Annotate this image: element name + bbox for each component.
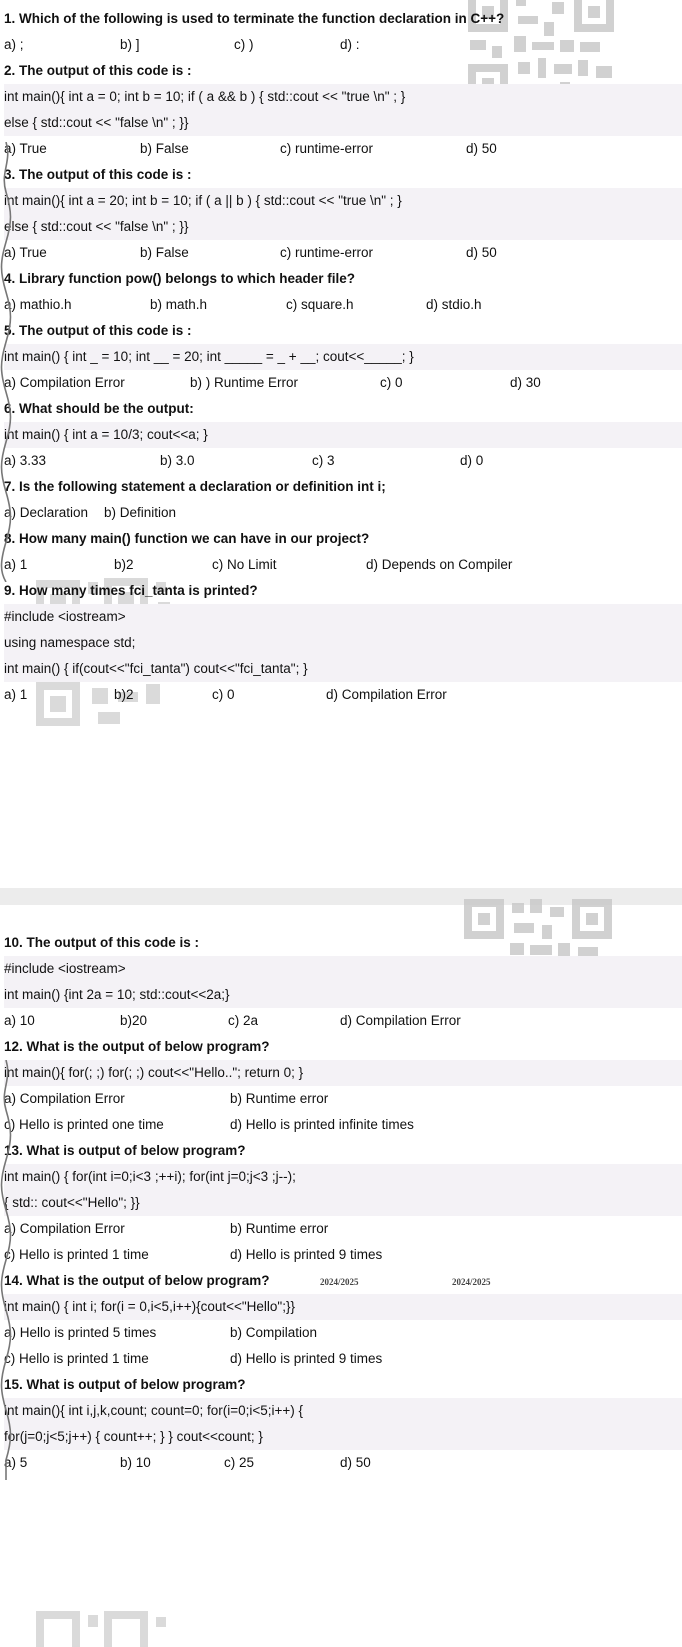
option-a[interactable]: a) mathio.h: [4, 297, 72, 312]
option-a[interactable]: a) Declaration: [4, 505, 89, 520]
option-c[interactable]: c) Hello is printed 1 time: [4, 1247, 149, 1262]
question-4: 4. Library function pow() belongs to which header file?: [4, 271, 356, 286]
option-c[interactable]: c) 0: [380, 375, 403, 390]
code-line: int main(){ int a = 0; int b = 10; if ( a && b ) { std::cout << "true \n" ; }: [4, 84, 682, 110]
option-d[interactable]: d) Hello is printed 9 times: [230, 1351, 383, 1366]
option-c[interactable]: c) 3: [312, 453, 335, 468]
option-c[interactable]: c) 25: [224, 1455, 255, 1470]
options-row: [4, 682, 682, 708]
option-b[interactable]: b) ]: [120, 37, 140, 52]
option-d[interactable]: d) Hello is printed 9 times: [230, 1247, 383, 1262]
option-a[interactable]: a) 10: [4, 1013, 35, 1028]
option-c[interactable]: c) runtime-error: [280, 245, 374, 260]
question-9: 9. How many times fci_tanta is printed?: [4, 583, 258, 598]
code-line: int main(){ int i,j,k,count; count=0; for(i=0;i<5;i++) {: [4, 1398, 682, 1424]
options-row: [4, 240, 682, 266]
code-line: #include <iostream>: [4, 956, 682, 982]
options-row: [4, 136, 682, 162]
option-b[interactable]: b) Runtime error: [230, 1091, 329, 1106]
option-a[interactable]: a) ;: [4, 37, 24, 52]
margin-decoration: [0, 1060, 12, 1480]
option-a[interactable]: a) True: [4, 141, 47, 156]
option-a[interactable]: a) 3.33: [4, 453, 47, 468]
code-line: int main(){ for(; ;) for(; ;) cout<<"Hello.."; return 0; }: [4, 1060, 682, 1086]
option-c[interactable]: c) 0: [212, 687, 235, 702]
option-d[interactable]: d) 30: [510, 375, 541, 390]
option-b[interactable]: b) False: [140, 141, 189, 156]
question-8: 8. How many main() function we can have in our project?: [4, 531, 370, 546]
option-a[interactable]: a) 1: [4, 557, 28, 572]
options-row: [4, 1320, 682, 1346]
question-15: 15. What is output of below program?: [4, 1377, 246, 1392]
option-d[interactable]: d) 50: [466, 245, 497, 260]
option-d[interactable]: d) Compilation Error: [326, 687, 447, 702]
options-row: [4, 370, 682, 396]
options-row: [4, 292, 682, 318]
question-5: 5. The output of this code is :: [4, 323, 192, 338]
option-c[interactable]: c) Hello is printed 1 time: [4, 1351, 149, 1366]
question-2: 2. The output of this code is :: [4, 63, 192, 78]
options-row: [4, 1086, 682, 1112]
question-13: 13. What is output of below program?: [4, 1143, 246, 1158]
code-line: #include <iostream>: [4, 604, 682, 630]
option-d[interactable]: d) Hello is printed infinite times: [230, 1117, 414, 1132]
option-a[interactable]: a) True: [4, 245, 47, 260]
options-row: [4, 1242, 682, 1268]
option-c[interactable]: c) No Limit: [212, 557, 277, 572]
option-b[interactable]: b) 3.0: [160, 453, 195, 468]
year-stamp: 2024/2025: [452, 1277, 491, 1287]
option-b[interactable]: b) False: [140, 245, 189, 260]
qr-code-watermark: [28, 1607, 178, 1647]
option-a[interactable]: a) 1: [4, 687, 28, 702]
option-b[interactable]: b) math.h: [150, 297, 208, 312]
option-b[interactable]: b)20: [120, 1013, 148, 1028]
option-b[interactable]: b) Compilation: [230, 1325, 318, 1340]
option-a[interactable]: a) 5: [4, 1455, 28, 1470]
options-row: [4, 1008, 682, 1034]
question-14-text: 14. What is the output of below program?: [4, 1273, 270, 1288]
options-row: [4, 1450, 682, 1476]
option-c[interactable]: c) runtime-error: [280, 141, 374, 156]
option-c[interactable]: c) 2a: [228, 1013, 259, 1028]
option-d[interactable]: d) 0: [460, 453, 484, 468]
exam-page-2: [0, 905, 682, 1647]
code-line: int main() { int i; for(i = 0,i<5,i++){cout<<"Hello";}}: [4, 1294, 682, 1320]
option-d[interactable]: d) 50: [466, 141, 497, 156]
option-c[interactable]: c) square.h: [286, 297, 354, 312]
question-3: 3. The output of this code is :: [4, 167, 192, 182]
options-row: [4, 500, 682, 526]
options-row: [4, 1112, 682, 1138]
options-row: [4, 448, 682, 474]
option-b[interactable]: b) 10: [120, 1455, 151, 1470]
code-line: else { std::cout << "false \n" ; }}: [4, 110, 682, 136]
option-b[interactable]: b)2: [114, 687, 134, 702]
option-d[interactable]: d) Depends on Compiler: [366, 557, 513, 572]
option-b[interactable]: b)2: [114, 557, 134, 572]
option-c[interactable]: c) ): [234, 37, 254, 52]
code-line: int main() {int 2a = 10; std::cout<<2a;}: [4, 982, 682, 1008]
option-a[interactable]: a) Hello is printed 5 times: [4, 1325, 157, 1340]
option-b[interactable]: b) ) Runtime Error: [190, 375, 299, 390]
option-d[interactable]: d) Compilation Error: [340, 1013, 461, 1028]
option-a[interactable]: a) Compilation Error: [4, 1091, 125, 1106]
option-c[interactable]: c) Hello is printed one time: [4, 1117, 164, 1132]
options-row: [4, 1346, 682, 1372]
question-10: 10. The output of this code is :: [4, 935, 200, 950]
code-line: int main() { for(int i=0;i<3 ;++i); for(int j=0;j<3 ;j--);: [4, 1164, 682, 1190]
code-line: int main() { int _ = 10; int __ = 20; int _____ = _ + __; cout<<_____; }: [4, 344, 682, 370]
question-6: 6. What should be the output:: [4, 401, 194, 416]
option-d[interactable]: d) :: [340, 37, 360, 52]
question-1: 1. Which of the following is used to terminate the function declaration in C++?: [4, 11, 505, 26]
option-a[interactable]: a) Compilation Error: [4, 1221, 125, 1236]
question-12: 12. What is the output of below program?: [4, 1039, 270, 1054]
option-d[interactable]: d) 50: [340, 1455, 371, 1470]
options-row: [4, 32, 682, 58]
code-line: else { std::cout << "false \n" ; }}: [4, 214, 682, 240]
code-line: int main(){ int a = 20; int b = 10; if ( a || b ) { std::cout << "true \n" ; }: [4, 188, 682, 214]
option-d[interactable]: d) stdio.h: [426, 297, 482, 312]
year-stamp: 2024/2025: [320, 1277, 359, 1287]
code-line: { std:: cout<<"Hello"; }}: [4, 1190, 682, 1216]
question-7: 7. Is the following statement a declaration or definition int i;: [4, 479, 386, 494]
code-line: int main() { int a = 10/3; cout<<a; }: [4, 422, 682, 448]
code-line: for(j=0;j<5;j++) { count++; } } cout<<count; }: [4, 1424, 682, 1450]
option-b[interactable]: b) Runtime error: [230, 1221, 329, 1236]
question-14: [4, 1268, 682, 1294]
option-b[interactable]: b) Definition: [104, 505, 177, 520]
options-row: [4, 1216, 682, 1242]
option-a[interactable]: a) Compilation Error: [4, 375, 125, 390]
code-line: using namespace std;: [4, 630, 682, 656]
code-line: int main() { if(cout<<"fci_tanta") cout<<"fci_tanta"; }: [4, 656, 682, 682]
margin-decoration: [0, 142, 12, 582]
